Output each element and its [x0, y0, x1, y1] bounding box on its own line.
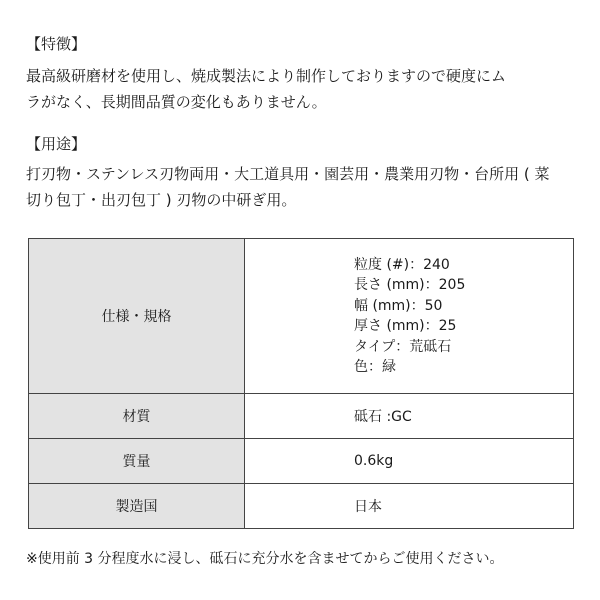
usage-note: ※使用前 3 分程度水に浸し、砥石に充分水を含ませてからご使用ください。 — [26, 551, 504, 567]
type-value: タイプ：荒砥石 — [354, 338, 452, 355]
table-row — [29, 439, 574, 484]
origin-value-cell: 日本 — [245, 484, 574, 529]
grit-value: 粒度 (#)：240 — [354, 256, 450, 273]
usage-line: 打刃物・ステンレス刃物両用・大工道具用・園芸用・農業用刃物・台所用 ( 菜 — [26, 165, 550, 183]
features-line: 最高級研磨材を使用し、焼成製法により制作しておりますので硬度にム — [26, 67, 507, 85]
table-row — [29, 394, 574, 439]
spec-label-cell: 仕様・規格 — [29, 239, 245, 394]
width-value: 幅 (mm)：50 — [354, 297, 443, 314]
features-heading: 【特徴】 — [26, 35, 87, 53]
material-value-cell: 砥石 :GC — [245, 394, 574, 439]
weight-label-cell: 質量 — [29, 439, 245, 484]
material-label-cell: 材質 — [29, 394, 245, 439]
usage-heading: 【用途】 — [26, 135, 87, 153]
thickness-value: 厚さ (mm)：25 — [354, 318, 457, 334]
features-description — [26, 63, 578, 115]
table-row — [29, 484, 574, 529]
spec-value-cell — [245, 239, 574, 394]
usage-description — [26, 161, 578, 213]
color-value: 色：緑 — [354, 359, 396, 375]
length-value: 長さ (mm)：205 — [354, 277, 466, 293]
features-line: ラがなく、長期間品質の変化もありません。 — [26, 93, 327, 111]
weight-value-cell: 0.6kg — [245, 439, 574, 484]
spec-table — [28, 238, 574, 529]
table-row — [29, 239, 574, 394]
origin-label-cell: 製造国 — [29, 484, 245, 529]
usage-line: 切り包丁・出刃包丁 ) 刃物の中研ぎ用。 — [26, 191, 297, 209]
